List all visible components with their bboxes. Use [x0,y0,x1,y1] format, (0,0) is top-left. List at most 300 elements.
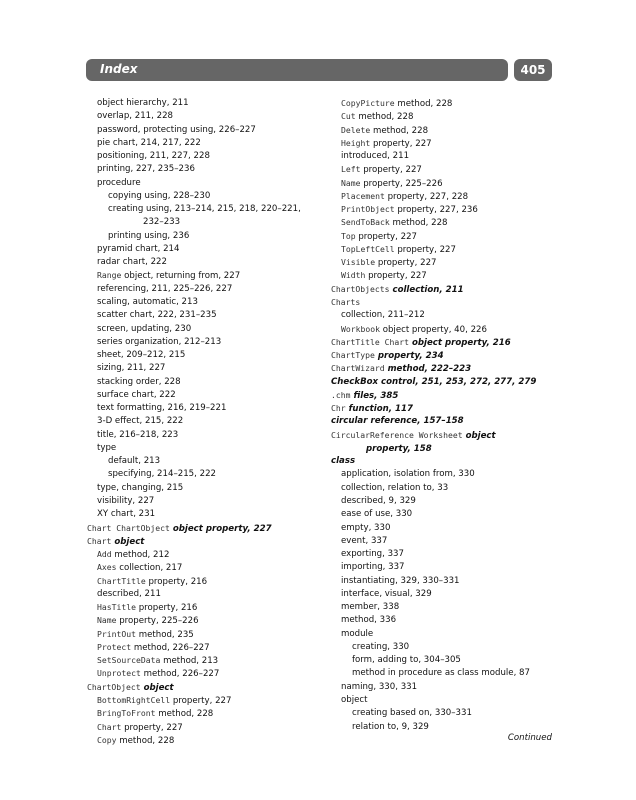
index-entry-text [108,204,301,214]
entry-text: method, 228 [389,218,448,229]
index-entry-text [97,377,181,387]
code-term: Workbook [341,323,380,334]
index-entry [87,296,332,309]
index-entry [331,150,576,163]
index-entry [87,694,332,707]
index-column-right [331,97,576,734]
index-entry-text [97,337,221,347]
index-entry-text [97,178,141,188]
index-entry-text [341,151,409,161]
index-entry [331,243,576,256]
entry-text: introduced, 211 [341,151,410,162]
index-entry-text [87,524,272,534]
index-entry [87,482,332,495]
code-term: Cut [341,111,356,122]
index-entry [331,177,576,190]
index-entry-text [341,245,456,255]
code-term: ChartTitle [97,575,146,586]
code-term: PrintObject [341,204,395,215]
index-entry-text [341,695,367,705]
index-entry [87,508,332,521]
entry-text: creating, 330 [352,641,410,652]
index-entry-text [352,655,461,665]
index-entry-text [97,483,183,493]
entry-text: property, 227, 228 [384,191,469,202]
entry-text: property, 227 [360,165,422,176]
index-entry-text [97,496,154,506]
entry-text: CheckBox control, 251, 253, 272, 277, 279 [331,376,537,387]
index-entry-text [341,218,448,228]
index-entry [87,124,332,137]
index-entry-text [341,325,487,335]
index-entry-text [352,708,472,718]
index-entry [87,614,332,627]
index-entry-text [97,656,218,666]
entry-text: sheet, 209–212, 215 [97,350,186,361]
index-entry-text [331,431,496,441]
index-entry-text [341,589,432,599]
index-entry [331,628,576,641]
index-entry [87,243,332,256]
index-entry [87,415,332,428]
index-entry [331,362,576,375]
index-entry-text [97,350,185,360]
code-term: Delete [341,124,371,135]
index-entry-text [331,364,471,374]
index-entry [331,707,576,720]
index-entry [87,667,332,680]
entry-text: method, 228 [394,99,453,109]
entry-text: empty, 330 [341,522,391,533]
index-entry-text [352,668,530,678]
index-entry [331,614,576,627]
index-entry-text [331,391,398,401]
index-entry [331,283,576,296]
index-column-left [87,97,332,747]
index-entry [87,442,332,455]
entry-text: creating based on, 330–331 [352,708,472,719]
entry-text: procedure [97,177,141,188]
entry-text: method, 228 [155,709,214,720]
entry-text: property, 227 [370,138,432,149]
code-term: Protect [97,641,132,652]
index-entry-text [97,125,256,135]
code-term: Placement [341,190,385,201]
index-entry [331,389,576,402]
entry-text: property, 227, 236 [394,205,478,216]
index-entry-text [97,577,207,587]
code-term: Height [341,137,371,148]
index-entry [331,309,576,322]
index-entry-text [341,549,404,559]
index-entry-text [97,271,240,281]
index-entry-text [341,509,412,519]
entry-text: 3-D effect, 215, 222 [97,416,184,427]
entry-text: creating using, 213–214, 215, 218, 220–221, [108,204,301,215]
index-entry-text [331,285,464,295]
index-entry [87,256,332,269]
index-entry [331,601,576,614]
index-entry-text [97,111,173,121]
index-entry [87,137,332,150]
index-entry-text [97,443,116,453]
index-entry-text [97,550,169,560]
entry-text: method, 226–227 [140,669,220,680]
index-entry [87,150,332,163]
entry-text: object property, 227 [169,523,272,534]
entry-text: described, 9, 329 [341,495,416,506]
index-entry [87,681,332,694]
entry-text: module [341,628,374,639]
index-entry [331,137,576,150]
entry-text: property, 225–226 [360,178,443,189]
page-title: Index [100,62,138,76]
entry-text: exporting, 337 [341,549,404,560]
entry-text: property, 216 [145,576,208,587]
index-entry-text [97,563,182,573]
index-entry [331,230,576,243]
index-entry [87,177,332,190]
code-term: Unprotect [97,668,141,679]
index-entry [87,349,332,362]
index-entry [87,323,332,336]
index-entry [87,561,332,574]
entry-text: series organization, 212–213 [97,336,222,347]
index-entry-text [97,723,183,733]
entry-text: collection, 217 [116,563,183,574]
index-entry [87,522,332,535]
entry-continuation: 232–233 [143,217,181,228]
code-term: Name [341,177,361,188]
index-entry-text [97,164,195,174]
entry-text: pie chart, 214, 217, 222 [97,137,201,148]
index-entry [87,535,332,548]
entry-text: method in procedure as class module, 87 [352,668,530,679]
index-entry [87,548,332,561]
entry-text: scaling, automatic, 213 [97,297,198,307]
entry-text: property, 227 [121,722,183,733]
index-entry-text [97,390,176,400]
entry-text: method, 228 [355,112,414,123]
index-entry-text [331,404,413,414]
code-term: ChartType [331,350,375,361]
code-term: BringToFront [97,708,156,719]
index-entry [87,495,332,508]
index-entry-text [341,536,387,546]
code-term: Left [341,164,361,175]
index-entry [331,721,576,734]
index-entry-text [97,138,201,148]
index-entry [331,349,576,362]
entry-text: property, 227 [365,271,427,282]
index-entry [87,601,332,614]
index-entry-text [341,483,448,493]
index-entry-text [331,377,536,387]
entry-text: instantiating, 329, 330–331 [341,575,460,586]
index-entry [331,641,576,654]
code-term: HasTitle [97,602,136,613]
index-entry-text [341,126,428,136]
entry-text: relation to, 9, 329 [352,721,429,732]
entry-text: overlap, 211, 228 [97,111,174,122]
index-entry-text [97,669,219,679]
index-entry-text [97,430,178,440]
index-entry [331,535,576,548]
entry-text: type [97,442,117,453]
index-entry [87,628,332,641]
entry-text: text formatting, 216, 219–221 [97,403,227,414]
index-entry-text [341,112,413,122]
entry-text: surface chart, 222 [97,389,176,400]
index-entry [331,323,576,336]
index-entry-text [331,416,464,426]
entry-text: printing, 227, 235–236 [97,164,195,175]
index-entry-text [341,615,396,625]
index-entry-text [341,469,475,479]
index-entry-text [97,603,197,613]
entry-text: object property, 216 [408,337,511,348]
index-entry [87,588,332,601]
index-entry-text [341,205,478,215]
index-entry [331,694,576,707]
index-entry [87,110,332,123]
index-entry-text [97,696,231,706]
index-entry [331,97,576,110]
index-entry-text [97,363,165,373]
code-term: Chart [97,721,122,732]
entry-text: radar chart, 222 [97,257,167,268]
index-entry [331,110,576,123]
index-entry [87,575,332,588]
entry-text: collection, 211 [389,284,464,295]
continued-note: Continued [507,733,552,743]
index-entry-text [341,192,468,202]
entry-text: method, 228 [116,735,175,746]
index-entry [87,163,332,176]
index-entry-text [97,297,198,307]
index-entry [331,575,576,588]
code-term: ChartObject [87,681,141,692]
index-entry-text [341,258,437,268]
entry-text: method, 213 [160,656,219,667]
entry-text: object [111,536,145,547]
index-entry-text [108,191,210,201]
index-entry-text [341,99,452,109]
index-entry-text [97,284,232,294]
header-bar [86,59,508,81]
index-entry [331,667,576,680]
code-term: Width [341,270,366,281]
index-entry [331,681,576,694]
entry-text: interface, visual, 329 [341,588,432,599]
code-term: Charts [331,296,361,307]
code-term: Chr [331,403,346,414]
index-entry [331,336,576,349]
index-entry [331,654,576,667]
entry-text: method, 222–223 [384,364,472,375]
index-entry-text [97,403,226,413]
index-entry-text [97,151,210,161]
entry-text: property, 227 [355,231,418,242]
index-entry-text [341,179,443,189]
index-entry-text [341,139,432,149]
code-term: PrintOut [97,628,136,639]
code-term: CopyPicture [341,98,395,108]
code-term: ChartObjects [331,283,390,294]
entry-text: visibility, 227 [97,495,155,506]
index-entry [331,256,576,269]
entry-text: property, 227 [170,695,232,706]
index-entry [87,721,332,734]
index-entry-text [87,537,144,547]
entry-text: form, adding to, 304–305 [352,655,461,666]
code-term: BottomRightCell [97,694,171,705]
index-entry [87,641,332,654]
index-entry-text [341,523,390,533]
entry-text: stacking order, 228 [97,376,181,387]
entry-text: sizing, 211, 227 [97,363,166,374]
index-entry [331,548,576,561]
entry-text: event, 337 [341,535,388,546]
index-entry [87,389,332,402]
entry-text: type, changing, 215 [97,482,184,493]
code-term: TopLeftCell [341,243,395,254]
entry-continuation: property, 158 [366,443,432,454]
index-entry-text [97,643,210,653]
index-entry [331,190,576,203]
entry-text: default, 213 [108,456,161,467]
page-number: 405 [514,59,552,81]
entry-text: copying using, 228–230 [108,190,211,201]
entry-text: specifying, 214–215, 222 [108,469,217,480]
index-entry-text [331,298,360,308]
index-entry-text [341,310,425,320]
code-term: ChartWizard [331,363,385,374]
index-entry-text [97,630,194,640]
index-entry [87,402,332,415]
entry-text: title, 216–218, 223 [97,429,179,440]
entry-text: application, isolation from, 330 [341,469,475,480]
entry-text: files, 385 [350,390,399,401]
entry-text: method, 228 [370,125,429,136]
index-entry [331,163,576,176]
entry-text: class [331,456,356,467]
index-entry-text [87,683,174,693]
index-entry [331,376,576,389]
code-term: Range [97,270,122,281]
index-entry [331,495,576,508]
index-entry [331,402,576,415]
index-entry-text [97,310,217,320]
entry-text: property, 234 [374,351,444,362]
entry-text: object [341,694,368,705]
index-entry [87,455,332,468]
index-entry [331,561,576,574]
index-entry [331,588,576,601]
index-entry [87,336,332,349]
index-entry-text [341,682,417,692]
entry-text: screen, updating, 230 [97,323,192,334]
index-entry [331,203,576,216]
entry-text: method, 226–227 [131,642,210,653]
index-entry-text [97,509,155,519]
index-entry [331,468,576,481]
index-entry [331,269,576,282]
index-entry [87,309,332,322]
index-entry-text [97,709,213,719]
index-entry [331,124,576,137]
index-entry [331,216,576,229]
code-term: Visible [341,257,376,268]
code-term: Chart ChartObject [87,522,170,533]
index-entry [331,415,576,428]
index-entry-text [331,338,511,348]
entry-text: member, 338 [341,602,400,613]
index-entry-text [331,351,444,361]
entry-text: function, 117 [345,404,413,415]
index-entry [87,203,332,230]
index-entry-text [97,416,183,426]
index-entry-text [108,456,160,466]
code-term: Chart [87,535,112,546]
entry-text: printing using, 236 [108,230,190,241]
index-entry-text [341,232,417,242]
entry-text: collection, 211–212 [341,310,425,321]
index-entry-text [341,271,427,281]
index-entry [331,429,576,456]
index-entry [87,654,332,667]
code-term: CircularReference Worksheet [331,429,463,440]
entry-text: scatter chart, 222, 231–235 [97,310,217,321]
index-entry-text [97,589,161,599]
entry-text: property, 227 [375,258,437,269]
index-entry [331,296,576,309]
entry-text: method, 336 [341,615,397,626]
entry-text: positioning, 211, 227, 228 [97,151,210,162]
entry-text: password, protecting using, 226–227 [97,124,256,135]
entry-text: property, 225–226 [116,616,199,627]
index-entry [87,97,332,110]
entry-text: object hierarchy, 211 [97,98,189,108]
entry-text: object [462,430,496,441]
entry-text: described, 211 [97,588,161,599]
entry-text: pyramid chart, 214 [97,243,180,254]
code-term: Name [97,615,117,626]
index-entry [87,190,332,203]
index-entry-text [341,496,416,506]
index-entry-text [97,244,180,254]
entry-text: method, 212 [111,550,170,561]
index-entry [87,283,332,296]
index-entry [87,376,332,389]
code-term: ChartTitle Chart [331,336,409,347]
index-entry-text [108,469,216,479]
index-entry-text [97,616,199,626]
index-entry [87,734,332,747]
entry-text: collection, relation to, 33 [341,482,449,493]
code-term: SendToBack [341,217,390,228]
code-term: Add [97,549,112,560]
entry-text: naming, 330, 331 [341,681,418,692]
index-entry-text [341,562,405,572]
code-term: Top [341,230,356,241]
entry-text: referencing, 211, 225–226, 227 [97,283,233,294]
index-entry-text [97,736,174,746]
index-entry [87,362,332,375]
entry-text: property, 227 [394,244,456,255]
index-entry-text [341,602,399,612]
index-entry [331,508,576,521]
